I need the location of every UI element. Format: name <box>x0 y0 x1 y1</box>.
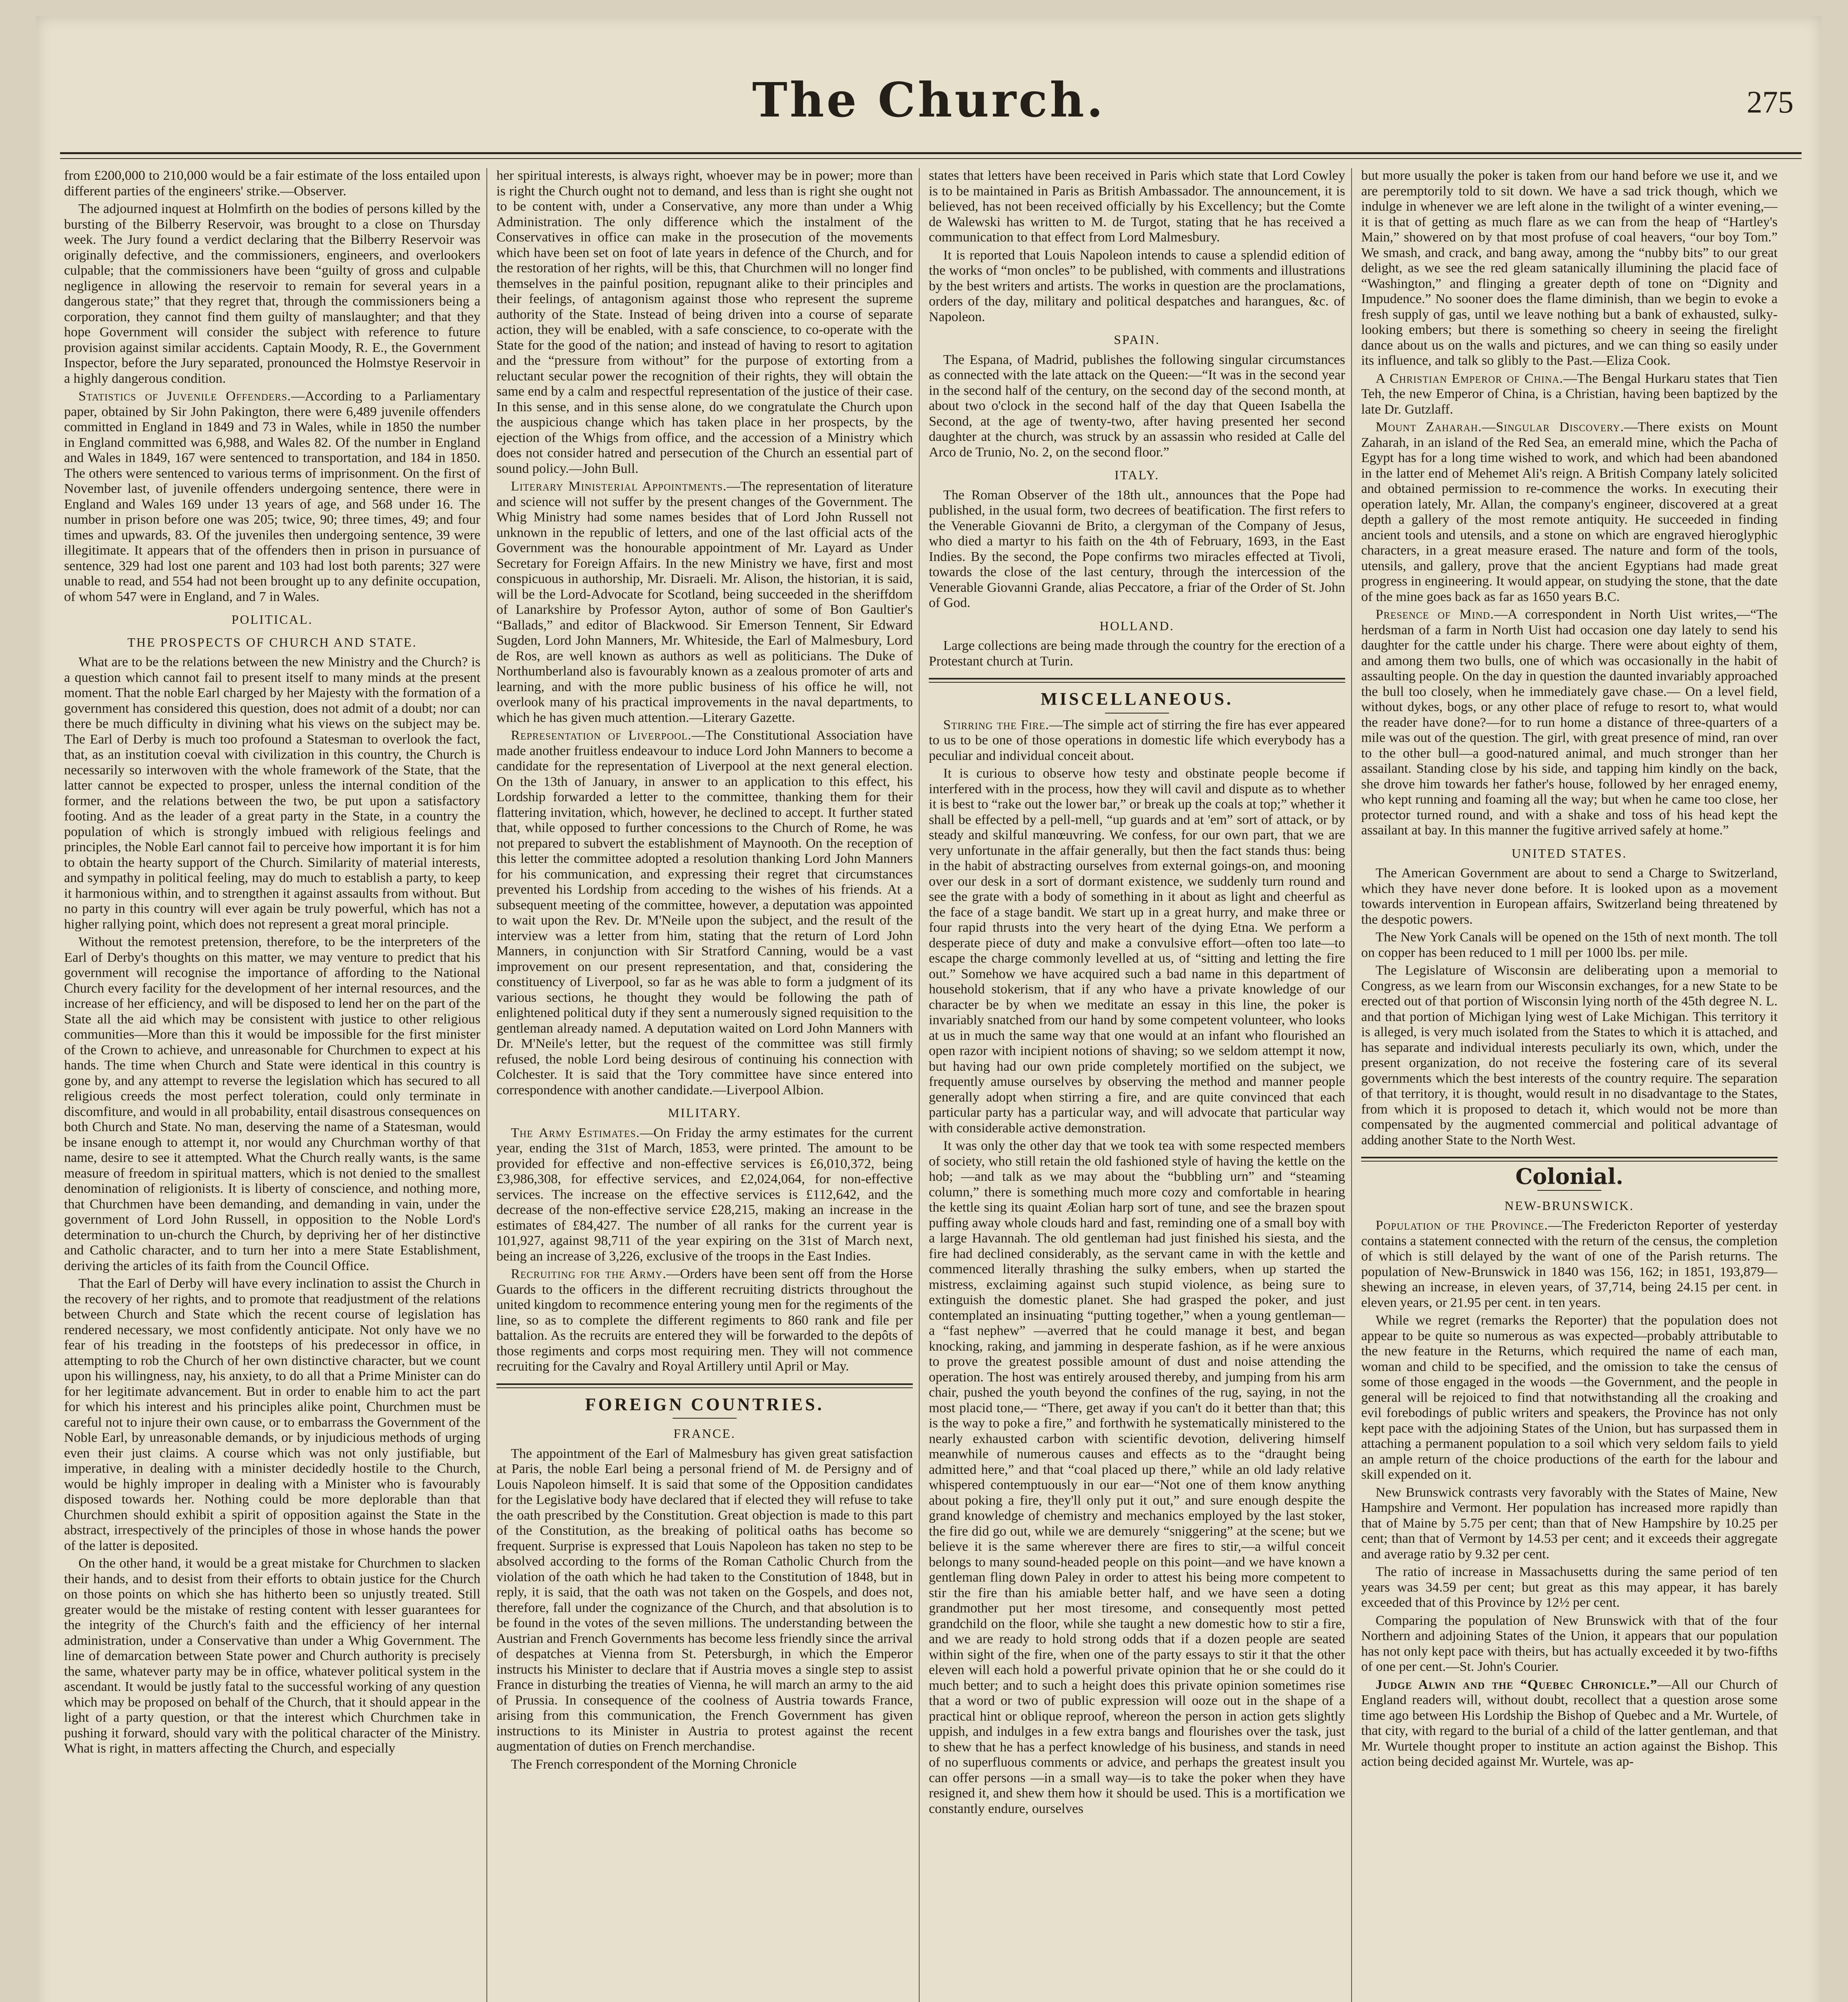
article-lead: Stirring the Fire. <box>943 717 1049 732</box>
subsection-heading-spain: SPAIN. <box>1114 332 1160 347</box>
article-paragraph: her spiritual interests, is always right, whoever may be in power; more than is right the Church ought not to demand, and less than is right she ought not to be content with, under a Conservative, any more than under a Whig Administration. The only difference which the instalment of the Conservatives in office can make in the prosecution of the movements which have been set on foot of late years in defence of the Church, and for the restoration of her rights, will be this, that Churchmen will no longer find themselves in the painful position, repugnant alike to their principles and their feelings, of antagonism against those who represent the supreme authority of the State. Instead of being driven into a course of separate action, they will be enabled, with a safe conscience, to co-operate with the State for the good of the nation; and instead of having to resort to agitation and the “pressure from without” for the purpose of extorting from a reluctant secular power the recognition of their rights, they will obtain the same end by a calm and respectful representation of the justice of their case. In this sense, and in this sense alone, do we congratulate the Church upon the auspicious change which has taken place in her prospects, by the ejection of the Whigs from office, and the accession of a Ministry which does not consider hatred and persecution of the Church an essential part of sound policy.—John Bull. <box>496 168 913 476</box>
article-population <box>1361 1218 1778 1311</box>
article-paragraph: It is curious to observe how testy and obstinate people become if interfered with in the process, how they will cavil and dispute as to whether it is best to “rake out the lower bar,” or break up the coals at top;” whether it shall be effected by a pell-mell, “up guards and at 'em” sort of attack, or by steady and skilful manœuvring. We confess, for our own part, that we are very unfortunate in the affair generally, but then the fact stands thus: being in the habit of abstracting ourselves from external goings-on, and mooning over our desk in a sort of dormant existence, we suddenly turn round and see the grate with a body of something in it about as light and cheerful as the face of a stage bandit. We start up in a great hurry, and make three or four rapid thrusts into the very heart of the dying Etna. We perform a desperate piece of duty and make a convulsive effort—often too late—to escape the charge commonly levelled at us, of “sitting and letting the fire out.” Somehow we have acquired such a bad name in this department of household stokerism, that if any who have a private knowledge of our character be by when we meditate an essay in this line, the poker is invariably snatched from our hand by some competent volunteer, who looks at us in much the same way that one would at an infant who flourished an open razor with incipient notions of shaving; so we seldom attempt it now, but having had our own pride completely mortified on the subject, we frequently amuse ourselves by observing the method and manner people generally adopt when stirring a fire, and are quite convinced that each particular party has a particular way, and will advocate that particular way with considerable active demonstration. <box>929 766 1345 1136</box>
article-paragraph: Comparing the population of New Brunswick with that of the four Northern and adjoining States of the Union, it appears that our population has not only kept pace with theirs, but has actually exceeded it by two-fifths of one per cent.—St. John's Courier. <box>1361 1613 1778 1674</box>
column-divider <box>1351 168 1352 2002</box>
article-body: —The Fredericton Reporter of yesterday contains a statement connected with the return of the census, the completion of which is still delayed by the want of one of the Parish returns. The population of New-Brunswick in 1840 was 156, 162; in 1851, 193,879—shewing an increase, in eleven years, of 37,714, being 24.15 per cent. in eleven years, or 21.95 per cent. in ten years. <box>1361 1218 1778 1310</box>
article-recruiting <box>496 1266 913 1375</box>
article-paragraph: It is reported that Louis Napoleon intends to cause a splendid edition of the works of “mon oncles” to be published, with comments and illustrations by the best writers and artists. The works in question are the proclamations, orders of the day, military and political despatches and harangues, &c. of Napoleon. <box>929 247 1345 324</box>
column-4 <box>1361 168 1778 2002</box>
article-body: —On Friday the army estimates for the current year, ending the 31st of March, 1853, were printed. The amount to be provided for effective and non-effective services is £6,010,372, being £3,986,308, for effective services, and £2,024,064, for non-effective services. The increase on the effective services is £112,642, and the decrease of the non-effective service £28,215, making an increase in the estimates of £84,427. The number of all ranks for the current year is 101,927, against 98,711 of the year expiring on the 31st of March next, being an increase of 3,226, exclusive of the troops in the East Indies. <box>496 1125 913 1264</box>
section-heading-miscellaneous: MISCELLANEOUS. <box>1041 689 1233 709</box>
article-body: —There exists on Mount Zaharah, in an island of the Red Sea, an emerald mine, which the Pacha of Egypt has for a long time wished to work, and which had been abandoned in the latter end of Mehemet Ali's reign. A British Company lately solicited and obtained permission to re-commence the works. In executing their operation lately, Mr. Allan, the company's engineer, discovered at a great depth a gallery of the most remote antiquity. He succeeded in finding ancient tools and utensils, and a stone on which are engraved hieroglyphic characters, in a great measure erased. The nature and form of the tools, utensils, and gallery, prove that the ancient Egyptians had made great progress in engineering. It would appear, on studying the stone, that the date of the mine goes back as far as 1650 years B.C. <box>1361 420 1778 604</box>
short-rule <box>1537 1190 1601 1191</box>
article-lead: Statistics of Juvenile Offenders. <box>78 389 291 404</box>
article-paragraph: It was only the other day that we took tea with some respected members of society, who still retain the old fashioned style of having the kettle on the hob; —and talk as we may about the “bubbling urn” and “steaming column,” there is something much more cozy and comfortable in hearing the kettle sing its quaint Æolian harp sort of tune, and see the brazen spout puffing away whole clouds hard and fast, reminding one of a small boy with a large Havannah. The old gentleman had just finished his siesta, and the fire had declined considerably, as the servant came in with the kettle and commenced literally thrashing the sulky embers, when up started the mistress, exclaiming against such stupid violence, as being sure to extinguish the domestic planet. She had grasped the poker, and just contemplated an insinuating “putting together,” when a young gentleman—a “fast nephew” —averred that he could manage it best, and began knocking, raking, and jamming in desperate fashion, as if he were anxious to prove the greatest possible amount of dust and noise attending the operation. The host was entirely aroused thereby, and jumping from his arm chair, pushed the youth beyond the confines of the rug, saying, in not the most placid tone,— “There, get away if you can't do it better than that; this is the way to poke a fire,” and forthwith he systematically ministered to the nearly exhausted carbon with scientific devotion, delivering himself meanwhile of numerous causes and effects as to the “draught being admitted here,” and that “coal placed up there,” while an old lady relative whispered contemptuously in our ear—“Not one of them know anything about poking a fire, they'll only put it out,” and sure enough despite the grand knowledge of chemistry and mechanics employed by the last stoker, the fire did go out, while we are demurely “sniggering” at the scene; but we believe it is the same wherever there are fires to stir,—a wilful conceit belongs to many sound-headed people on this point—and we have known a gentleman fling down Paley in order to attest his being more competent to stir the fire than his amiable better half, and we have seen a doting grandmother put her most tiresome, and consequently most petted grandchild on the floor, while she taught a new domestic how to stir a fire, and we are ready to hold strong odds that if a dozen people are seated within sight of the fire, when one of the party essays to stir it that the other eleven will each hold a powerful private opinion that he or she could do it much better; and to such a height does this private opinion sometimes rise that a word or two of public expression will ooze out in the shape of a practical hint or oblique reproof, whereon the person in action gets slightly uppish, and indulges in a few extra bangs and flourishes over the task, just to shew that he has a perfect knowledge of his business, and stands in need of no superfluous comments or advice, and perhaps the greatest insult you can offer persons —in a small way—is to take the poker when they have resigned it, and shew them how it should be used. This is a mortification we constantly endure, ourselves <box>929 1138 1345 1816</box>
section-heading-foreign: FOREIGN COUNTRIES. <box>585 1394 824 1414</box>
short-rule <box>1105 713 1169 714</box>
article-paragraph: The Roman Observer of the 18th ult., announces that the Pope had published, in the usual form, two decrees of beatification. The first refers to the Venerable Giovanni de Brito, a clergyman of the Company of Jesus, who died a martyr to his faith on the 4th of February, 1693, in the East Indies. By the second, the Pope confirms two miracles effected at Tivoli, towards the close of the last century, through the intercession of the Venerable Giovanni Grande, alias Peccatore, a friar of the Order of St. John of God. <box>929 487 1345 610</box>
article-literary-appointments <box>496 479 913 726</box>
article-strike-loss: from £200,000 to 210,000 would be a fair estimate of the loss entailed upon different parties of the engineers' strike.—Observer. <box>64 168 480 199</box>
article-lead: Judge Alwin and the “Quebec Chronicle.” <box>1376 1677 1657 1692</box>
article-mount-zaharah <box>1361 420 1778 605</box>
article-army-estimates <box>496 1126 913 1264</box>
article-paragraph: While we regret (remarks the Reporter) that the population does not appear to be quite so numerous as was expected—probably attributable to the new feature in the Returns, which required the name of each man, woman and child to be specified, and the omission to take the census of some of those engaged in the woods —the Government, and the people in general will be rejoiced to find that notwithstanding all the croaking and evil forebodings of public writers and speakers, the Province has not only kept pace with the adjoining States of the Union, but has surpassed them in attaching a permanent population to a soil which very seldom fails to yield an ample return of the choice productions of the earth for the labour and skill expended on it. <box>1361 1313 1778 1482</box>
article-body: —The Bengal Hurkaru states that Tien Teh, the new Emperor of China, is a Christian, having been baptized by the late Dr. Gutzlaff. <box>1361 371 1778 417</box>
article-body: —Orders have been sent off from the Horse Guards to the officers in the different recruiting districts throughout the united kingdom to recommence entering young men for the regiments of the line, so as to complete the different regiments to 860 rank and file per battalion. As the recruits are entered they will be forwarded to the depôts of those regiments and corps most requiring men. They will not commence recruiting for the Cavalry and Royal Artillery until April or May. <box>496 1266 913 1374</box>
article-lead: Population of the Province. <box>1376 1218 1548 1233</box>
article-heading: THE PROSPECTS OF CHURCH AND STATE. <box>127 635 417 649</box>
article-lead: Presence of Mind. <box>1376 607 1494 622</box>
article-body: —The Constitutional Association have made another fruitless endeavour to induce Lord John Manners to become a candidate for the representation of Liverpool at the next general election. On the 13th of January, in answer to an application to this effect, his Lordship forwarded a letter to the committee, thanking them for their flattering invitation, which, however, he declined to accept. It further stated that, while opposed to further concessions to the Church of Rome, he was not prepared to subvert the establishment of Maynooth. On the reception of this letter the committee adopted a resolution thanking Lord John Manners for his communication, and expressing their regret that circumstances prevented his Lordship from acceding to the wishes of his friends. At a subsequent meeting of the committee, however, a deputation was appointed to wait upon the Rev. Dr. M'Neile upon the subject, and the result of the interview was a letter from him, stating that the return of Lord John Manners, in conjunction with Sir Stratford Canning, would be a vast improvement on our present representation, and that, considering the constituency of Liverpool, so far as he was able to form a judgment of its various sections, he thought they would be following the path of enlightened political duty if they sent a numerously signed requisition to the gentleman already named. A deputation waited on Lord John Manners with Dr. M'Neile's letter, but the request of the committee was still firmly refused, the noble Lord being desirous of continuing his connection with Colchester. It is said that the Tory committee have since entered into correspondence with another candidate.—Liverpool Albion. <box>496 728 913 1097</box>
short-rule <box>673 1418 737 1419</box>
masthead <box>36 16 1822 136</box>
section-rule <box>496 1383 913 1388</box>
column-2 <box>496 168 913 2002</box>
article-liverpool <box>496 728 913 1098</box>
newspaper-title: The Church. <box>752 72 1106 128</box>
article-body: —All our Church of England readers will, without doubt, recollect that a question arose some time ago between His Lordship the Bishop of Quebec and a Mr. Wurtele, of that city, with regard to the burial of a child of the latter gentleman, and that Mr. Wurtele thought proper to institute an action against the Bishop. This action being decided against Mr. Wurtele, was ap- <box>1361 1677 1778 1769</box>
section-heading-colonial: Colonial. <box>1515 1164 1623 1189</box>
subsection-heading-holland: HOLLAND. <box>1099 618 1175 633</box>
article-paragraph: The appointment of the Earl of Malmesbury has given great satisfaction at Paris, the noble Earl being a personal friend of M. de Persigny and of Louis Napoleon himself. It is said that some of the Opposition candidates for the Legislative body have declared that if elected they will refuse to take the oath prescribed by the Constitution. Great objection is made to this part of the Constitution, as the breaking of political oaths has become so frequent. Surprise is expressed that Louis Napoleon has taken no step to be absolved according to the forms of the Roman Catholic Church from the violation of the oath which he had taken to the Constitution of 1848, but in reply, it is said, that the oath was not taken on the Gospels, and does not, therefore, fall under the cognizance of the Church, and that absolution is to be found in the votes of the seven millions. The understanding between the Austrian and French Governments has become less friendly since the arrival of despatches at Vienna from St. Petersburgh, in which the Emperor instructs his Minister to declare that if Austria moves a single step to assist France in disturbing the treaties of Vienna, he will march an army to the aid of Prussia. In consequence of the coolness of Austria towards France, arising from this communication, the French Government has given instructions to its Minister in Austria to protest against the recent augmentation of duties on French merchandise. <box>496 1446 913 1754</box>
article-lead: Mount Zaharah.—Singular Discovery. <box>1376 420 1624 434</box>
article-paragraph: The New York Canals will be opened on the 15th of next month. The toll on copper has been reduced to 1 mill per 1000 lbs. per mile. <box>1361 930 1778 960</box>
article-paragraph: On the other hand, it would be a great mistake for Churchmen to slacken their hands, and to desist from their efforts to obtain justice for the Church on those points on which she has hitherto been so unjustly treated. Still greater would be the mistake of resting content with lesser guarantees for the integrity of the Church's faith and the efficiency of her internal administration, under a Conservative than under a Whig Government. The line of demarcation between State power and Church authority is precisely the same, whatever party may be in office, whatever political system in the ascendant. It would be justly fatal to the successful working of any question which may be proposed on behalf of the Church, that it should appear in the light of a party question, or that the interest which Churchmen take in pushing it forward, should vary with the political character of the Ministry. What is right, in matters affecting the Church, and especially <box>64 1556 480 1756</box>
article-body: —A correspondent in North Uist writes,—“The herdsman of a farm in North Uist had occasion one day lately to send his daughter for the cattle under his charge. There were about eighty of them, and among them two bulls, one of which was occasionally in the habit of assaulting people. On the day in question the daunted invariably approached the bull too closely, when he immediately gave chase.— On a level field, without dykes, bogs, or any other place of refuge to resort to, what would the reader have done?—for to run home a distance of three-quarters of a mile was out of the question. The girl, with great presence of mind, ran over to the other bull—a good-natured animal, and much stronger than her assailant. Standing close by his side, and tapping him kindly on the back, she drove him towards her father's house, followed by her enraged enemy, who kept running and foaming all the way; but when he came too close, her protector turned round, and with a shake and toss of his head kept the assailant at bay. In this manner the fugitive arrived safely at home.” <box>1361 607 1778 838</box>
article-chinese-emperor <box>1361 371 1778 418</box>
column-divider <box>486 168 487 2002</box>
article-paragraph: Large collections are being made through the country for the erection of a Protestant church at Turin. <box>929 638 1345 669</box>
article-paragraph: What are to be the relations between the new Ministry and the Church? is a question which cannot fail to present itself to many minds at the present moment. That the noble Earl charged by her Majesty with the formation of a government has considered this question, does not admit of a doubt; nor can there be much difficulty in divining what his views on the subject may be. The Earl of Derby is much too profound a Statesman to overlook the fact, that, as an institution coeval with civilization in this country, the Church is necessarily so interwoven with the whole framework of the State, that the latter cannot be expected to prosper, unless the internal condition of the former, and the relations between the two, be put upon a satisfactory footing. And as the leader of a great party in the State, in a country the population of which is strongly imbued with religious feelings and principles, the Noble Earl cannot fail to perceive how important it is for him to obtain the hearty support of the Church. Similarity of material interests, and sympathy in political feeling, may do much to establish a party, to keep it harmonious within, and to strengthen it against assaults from without. But no party in this country will ever again be truly powerful, which has not a higher rallying point, which does not represent a great moral principle. <box>64 655 480 932</box>
column-1 <box>64 168 480 2002</box>
subsection-heading-italy: ITALY. <box>1114 468 1160 482</box>
article-lead: Recruiting for the Army. <box>511 1266 667 1281</box>
section-heading-military: MILITARY. <box>668 1106 741 1120</box>
article-paragraph: but more usually the poker is taken from our hand before we use it, and we are peremptorily told to sit down. We have a sad trick though, which we indulge in whenever we are left alone in the twilight of a winter evening,—it is that of getting as much flare as we can from the heap of “Hartley's Main,” showered on by that most profuse of coal heavers, “our boy Tom.” We smash, and crack, and bang away, among the “nubby bits” to our great delight, as we see the red gleam satanically illumining the placid face of “Washington,” and flinging a greater depth of tone on “Dignity and Impudence.” No sooner does the flame diminish, than we begin to evoke a fresh supply of gas, until we leave nothing but a bank of exhausted, sulky-looking embers; but there is something so cheery in seeing the firelight dance about us on the walls and pictures, and we can thing so easily under its influence, and talk so glibly to the Past.—Eliza Cook. <box>1361 168 1778 368</box>
article-body: —The representation of literature and science will not suffer by the present changes of the Government. The Whig Ministry had some names besides that of Lord John Russell not unknown in the republic of letters, and one of the last official acts of the Government was the honourable appointment of Mr. Layard as Under Secretary for Foreign Affairs. In the new Ministry we have, first and most conspicuous in authorship, Mr. Disraeli. Mr. Alison, the historian, it is said, will be the Lord-Advocate for Scotland, being succeeded in the sheriffdom of Lanarkshire by Professor Ayton, author of some of Bon Gaultier's “Ballads,” and editor of Blackwood. Sir Emerson Tennent, Sir Edward Sugden, Lord John Manners, Mr. Whiteside, the Earl of Malmesbury, Lord de Ros, are well known as authors as well as politicians. The Duke of Northumberland also is favourably known as a zealous promoter of arts and learning, and with the more public business of his office he will, not overlook many of his practical improvements in the naval departments, to which he has given much attention.—Literary Gazette. <box>496 479 913 725</box>
newspaper-page <box>36 16 1822 2002</box>
column-3 <box>929 168 1345 2002</box>
section-rule <box>1361 1157 1778 1162</box>
page-number: 275 <box>1747 84 1794 119</box>
article-paragraph: The Legislature of Wisconsin are deliberating upon a memorial to Congress, as we learn from our Wisconsin exchanges, for a new State to be erected out of that portion of Wisconsin lying north of the 45th degree N. L. and that portion of Michigan lying west of Lake Michigan. This territory it is alleged, is very much isolated from the States to which it is attached, and has separate and individual interests peculiarly its own, which, under the present organization, do not receive the fostering care of its several governments which the best interests of the country require. The separation of that territory, it is thought, would result in no disadvantage to the States, from which it is proposed to detach it, which would not be more than compensated by the augmented commercial and political advantage of adding another State to the North West. <box>1361 963 1778 1148</box>
masthead-rule <box>60 152 1802 159</box>
article-paragraph: Without the remotest pretension, therefore, to be the interpreters of the Earl of Derby's thoughts on this matter, we may venture to predict that his government will recognise the importance of affording to the National Church every facility for the development of her internal resources, and the increase of her efficiency, and will be disposed to lend her on the part of the State all the aid which may be consistent with justice to other religious communities—More than this it would be impossible for the first minister of the Crown to achieve, and unreasonable for Churchmen to expect at his hands. The time when Church and State were identical in this country is gone by, and any attempt to reverse the legislation which has secured to all religious creeds the most perfect toleration, could only terminate in discomfiture, and would in all probability, entail disastrous consequences on both Church and State. No man, deserving the name of a Statesman, would be insane enough to attempt it, nor would any Churchman worthy of that name, desire to see it attempted. What the Church really wants, is the same measure of freedom in spiritual matters, which is not denied to the smallest denomination of religionists. It is liberty of conscience, and nothing more, that Churchmen have been demanding, and demanding in vain, under the government of Lord John Russell, in opposition to the Noble Lord's determination to un-church the Church, by depriving her of her distinctive and Catholic character, and to turn her into a mere State Establishment, deriving the articles of its faith from the Council Office. <box>64 935 480 1273</box>
article-body: —The simple act of stirring the fire has ever appeared to us to be one of those operations in domestic life which everybody has a peculiar and individual conceit about. <box>929 717 1345 763</box>
article-paragraph: The American Government are about to send a Charge to Switzerland, which they have never done before. It is looked upon as a movement towards intervention in European affairs, Switzerland being threatened by the despotic powers. <box>1361 866 1778 927</box>
subsection-heading-united-states: UNITED STATES. <box>1511 846 1627 860</box>
article-holmfirth-inquest: The adjourned inquest at Holmfirth on the bodies of persons killed by the bursting of the Bilberry Reservoir, was brought to a close on Thursday week. The Jury found a verdict declaring that the Bilberry Reservoir was originally defective, and the commissioners, engineers, and overlookers culpable; that the commissioners have been “guilty of gross and culpable negligence in allowing the reservoir to remain for several years in a dangerous state;” that they regret that, through the commissioners being a corporation, they cannot find them guilty of manslaughter; and that they hope Government will consider the subject with reference to future provision against similar accidents. Captain Moody, R. E., the Government Inspector, before the Jury separated, pronounced the Holmstye Reservoir in a highly dangerous condition. <box>64 201 480 386</box>
article-stirring-fire <box>929 718 1345 764</box>
article-paragraph: The Espana, of Madrid, publishes the following singular circumstances as connected with the late attack on the Queen:—“It was in the second year in the second half of the century, on the second day of the second month, at about two o'clock in the second half of the day that Queen Isabella the Second, at the age of twenty-two, after having presented her second daughter at the church, was struck by an assassin who resided at Calle del Arco de Trunio, No. 2, on the second floor.” <box>929 352 1345 460</box>
article-judge-alwin <box>1361 1677 1778 1770</box>
article-juvenile-offenders <box>64 389 480 605</box>
article-body: —According to a Parliamentary paper, obtained by Sir John Pakington, there were 6,489 juvenile offenders committed in England in 1849 and 73 in Wales, while in 1850 the number in England committed was 6,988, and Wales 82. Of the number in England and Wales in 1849, 167 were sentenced to transportation, and 184 in 1850. The others were sentenced to various terms of imprisonment. On the first of November last, of juvenile offenders undergoing sentence, there were in England and Wales 169 under 13 years of age, and 568 under 16. The number in prison before one was 205; twice, 90; three times, 49; and four times and upwards, 83. Of the juveniles then undergoing sentence, 39 were illegitimate. It appears that of the offenders then in prison in pursuance of sentence, 329 had lost one parent and 103 had lost both parents; 327 were unable to read, and 554 had not been brought up to any definite occupation, of whom 547 were in England, and 7 in Wales. <box>64 389 480 604</box>
subsection-heading-france: FRANCE. <box>673 1426 736 1441</box>
article-lead: A Christian Emperor of China. <box>1376 371 1563 386</box>
article-lead: Representation of Liverpool. <box>511 728 692 743</box>
article-presence-of-mind <box>1361 607 1778 838</box>
article-paragraph: New Brunswick contrasts very favorably with the States of Maine, New Hampshire and Vermont. Her population has increased more rapidly than that of Maine by 5.75 per cent; than that of New Hampshire by 10.25 per cent; than that of Vermont by 14.53 per cent; and it exceeds their aggregate and average ratio by 9.32 per cent. <box>1361 1485 1778 1562</box>
section-heading-political: POLITICAL. <box>231 612 313 627</box>
article-paragraph: states that letters have been received in Paris which state that Lord Cowley is to be maintained in Paris as British Ambassador. The announcement, it is believed, has not been received officially by his Excellency; but the Comte de Walewski has written to M. de Turgot, stating that he has received a communication to that effect from Lord Malmesbury. <box>929 168 1345 245</box>
article-lead: Literary Ministerial Appointments. <box>511 479 727 494</box>
column-divider <box>919 168 920 2002</box>
article-lead: The Army Estimates. <box>511 1125 640 1140</box>
subsection-heading-new-brunswick: NEW-BRUNSWICK. <box>1505 1198 1634 1213</box>
article-paragraph: The French correspondent of the Morning Chronicle <box>511 1757 797 1772</box>
article-paragraph: The ratio of increase in Massachusetts during the same period of ten years was 34.59 per cent; but great as this may appear, it has barely exceeded that of this Province by 12½ per cent. <box>1361 1564 1778 1610</box>
article-paragraph: That the Earl of Derby will have every inclination to assist the Church in the recovery of her rights, and to promote that readjustment of the relations between Church and State which the recent course of legislation has rendered necessary, we most confidently anticipate. Not only have we no fear of his treading in the footsteps of his predecessor in office, in attempting to rob the Church of her own distinctive character, but we count upon his willingness, nay, his anxiety, to do all that a Prime Minister can do for her legitimate advancement. But in order to enable him to act the part for which his interest and his principles alike point, Churchmen must be careful not to injure their own cause, or to embarrass the Government of the Noble Earl, by unreasonable demands, or by injudicious methods of urging even their just claims. A course which was not only justifiable, but imperative, in dealing with a minister decidedly hostile to the Church, would be highly improper in dealing with a Minister who is favourably disposed towards her. Nothing could be more deplorable than that Churchmen should exhibit a spirit of opposition against the State in the abstract, irrespectively of the principles of those in whose hands the power of the latter is deposited. <box>64 1276 480 1553</box>
section-rule <box>929 678 1345 683</box>
